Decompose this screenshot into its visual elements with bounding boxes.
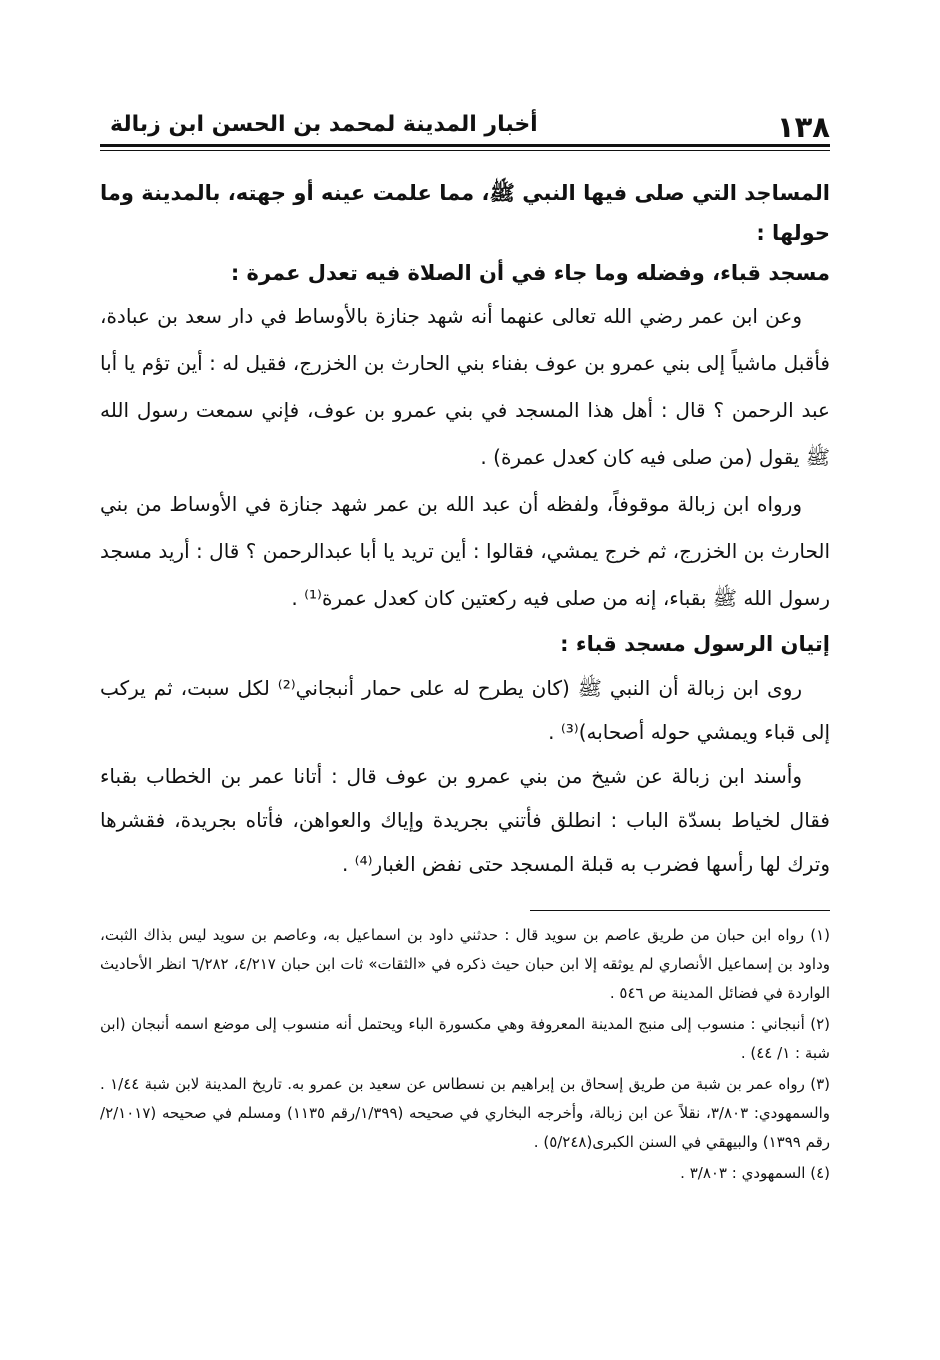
page-number: ١٣٨ (776, 110, 830, 144)
running-header (100, 100, 830, 144)
footnote-separator (530, 910, 830, 911)
paragraph: وعن ابن عمر رضي الله تعالى عنهما أنه شهد جنازة بالأوساط في دار سعد بن عبادة، فأقبل ماشياً إلى بني عمرو بن عوف بفناء بني الحارث بن الخزرج، فقيل له : أين تؤم يا أبا عبد الرحمن ؟ قال : أهل هذا المسجد في بني عمرو بن عوف، فإني سمعت رسول الله ﷺ يقول (من صلى فيه كان كعدل عمرة) . (100, 304, 830, 469)
footnote-2: (٢) أنبجاني : منسوب إلى منبج المدينة المعروفة وهي مكسورة الباء ويحتمل أنه منسوب إلى موضع اسمه أنبجان (ابن شبة : ١/ ٤٤) . (100, 1015, 830, 1062)
footnote-1: (١) رواه ابن حبان من طريق عاصم بن سويد قال : حدثني داود بن اسماعيل به، وعاصم بن سويد ليس بذاك الثبت، وداود بن إسماعيل الأنصاري لم يوثقه إلا ابن حبان حيث ذكره في «الثقات» ثات ابن حبان ٤/٢١٧، ٦/٢٨٢ انظر الأحاديث الواردة في فضائل المدينة ص ٥٤٦ . (100, 926, 830, 1002)
footnote-3: (٣) رواه عمر بن شبة من طريق إسحاق بن إبراهيم بن نسطاس عن سعيد بن عمرو به. تاريخ المدينة لابن شبة ١/٤٤ . والسمهودي: ٣/٨٠٣، نقلاً عن ابن زبالة، وأخرجه البخاري في صحيحه (١/٣٩٩/رقم ١١٣٥) ومسلم في صحيحه (٢/١٠١٧/رقم ١٣٩٩) والبيهقي في السنن الكبرى(٥/٢٤٨) . (100, 1075, 831, 1151)
header-rule-thin (100, 150, 830, 151)
paragraph: روى ابن زبالة أن النبي ﷺ (كان يطرح له على حمار أنبجاني⁽²⁾ لكل سبت، ثم يركب إلى قباء ويمشي حوله أصحابه)⁽³⁾ . (100, 676, 830, 744)
footnote-4: (٤) السمهودي : ٣/٨٠٣ . (680, 1164, 830, 1182)
paragraph: وأسند ابن زبالة عن شيخ من بني عمرو بن عوف قال : أتانا عمر بن الخطاب بقباء فقال لخياط بسدّة الباب : انطلق فأتني بجريدة وإياك والعواهن، فأتاه بجريدة، فقشرها وترك لها رأسها فضرب به قبلة المسجد حتى نفض الغبار⁽⁴⁾ . (100, 764, 830, 876)
book-page (100, 100, 830, 1190)
section-heading: إتيان الرسول مسجد قباء : (560, 632, 830, 656)
header-rule-thick (100, 144, 830, 147)
subheading-quba-mosque: مسجد قباء، وفضله وما جاء في أن الصلاة فيه تعدل عمرة : (230, 261, 830, 285)
footnotes (100, 921, 830, 1188)
book-title: أخبار المدينة لمحمد بن الحسن ابن زبالة (110, 112, 538, 137)
main-text (100, 173, 830, 886)
paragraph: ورواه ابن زبالة موقوفاً، ولفظه أن عبد الله بن عمر شهد جنازة في الأوساط من بني الحارث بن الخزرج، ثم خرج يمشي، فقالوا : أين تريد يا أبا عبدالرحمن ؟ قال : أريد مسجد رسول الله ﷺ بقباء، إنه من صلى فيه ركعتين كان كعدل عمرة⁽¹⁾ . (100, 492, 830, 610)
chapter-heading: المساجد التي صلى فيها النبي ﷺ، مما علمت عينه أو جهته، بالمدينة وما حولها : (100, 181, 830, 245)
